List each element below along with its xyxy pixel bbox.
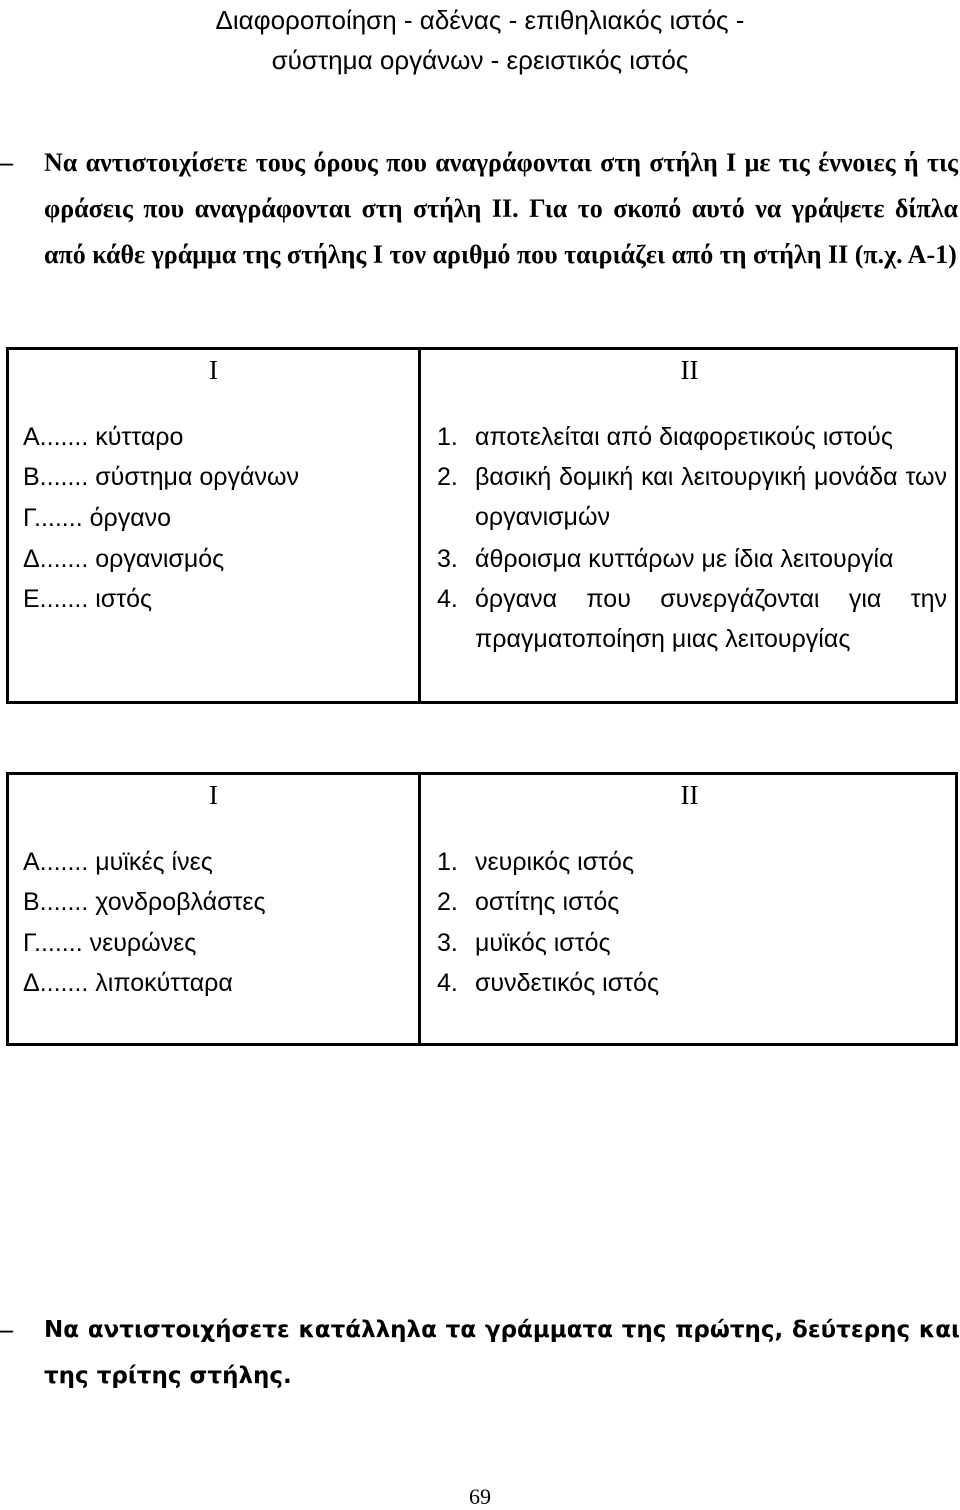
page-number: 69 [469, 1484, 491, 1509]
option-number: 4. [437, 585, 458, 613]
table-1-column-2-heading: II [680, 355, 699, 385]
item-letter: Β. [23, 463, 47, 491]
item-text: ...... λιποκύτταρα [46, 969, 233, 997]
option-number: 3. [437, 929, 458, 957]
item-letter: Α. [23, 423, 47, 451]
table-1-item-b [23, 457, 299, 497]
option-number: 1. [437, 848, 458, 876]
option-number: 1. [437, 423, 458, 451]
item-letter: Β. [23, 888, 47, 916]
option-text: συνδετικός ιστός [475, 969, 659, 997]
option-text: βασική δομική και λειτουργική μονάδα των οργανισμών [475, 463, 947, 531]
instruction-2 [0, 1307, 960, 1407]
item-text: ...... μυϊκές ίνες [46, 848, 213, 876]
table-1-item-c [23, 498, 171, 538]
item-letter: Α. [23, 848, 47, 876]
item-letter: Γ. [23, 504, 41, 532]
item-letter: Δ. [23, 969, 47, 997]
item-letter: Γ. [23, 929, 41, 957]
table-2-option-2 [437, 882, 619, 922]
instruction-1 [0, 140, 960, 330]
option-number: 4. [437, 969, 458, 997]
table-2-item-b [23, 882, 266, 922]
item-text: ...... ιστός [46, 585, 153, 613]
table-2-option-1 [437, 842, 634, 882]
item-text: ...... χονδροβλάστες [46, 888, 266, 916]
table-2-divider [418, 775, 421, 1043]
item-text: ...... κύτταρο [46, 423, 184, 451]
item-text: ...... όργανο [40, 504, 172, 532]
item-text: ...... οργανισμός [46, 545, 225, 573]
instruction-2-text: Να αντιστοιχήσετε κατάλληλα τα γράμματα της πρώτης, δεύτερης και της τρίτης στήλης. [44, 1317, 960, 1389]
matching-table-2 [6, 772, 958, 1046]
table-1-item-d [23, 539, 224, 579]
option-text: οστίτης ιστός [475, 888, 620, 916]
option-number: 3. [437, 545, 458, 573]
table-1-column-1-heading: I [209, 355, 218, 385]
page-header [0, 0, 960, 80]
table-2-item-d [23, 963, 233, 1003]
option-number: 2. [437, 463, 458, 491]
option-number: 2. [437, 888, 458, 916]
item-letter: Ε. [23, 585, 47, 613]
instruction-1-dash: – [0, 148, 13, 177]
table-2-option-4 [437, 963, 659, 1003]
item-letter: Δ. [23, 545, 47, 573]
table-2-item-a [23, 842, 213, 882]
table-1-item-a [23, 417, 183, 457]
table-2-column-1-heading: I [209, 780, 218, 810]
table-1-item-e [23, 579, 152, 619]
option-text: μυϊκός ιστός [475, 929, 611, 957]
table-2-item-c [23, 923, 196, 963]
instruction-2-dash: – [0, 1315, 13, 1344]
header-line-1: Διαφοροποίηση - αδένας - επιθηλιακός ιστός - [215, 5, 745, 35]
table-1-option-3 [437, 539, 893, 579]
item-text: ...... σύστημα οργάνων [46, 463, 299, 491]
table-2-column-2-heading: II [680, 780, 699, 810]
instruction-1-text: Να αντιστοιχίσετε τους όρους που αναγράφονται στη στήλη Ι με τις έννοιες ή τις φράσεις που αναγράφονται στη στήλη ΙΙ. Για το σκοπό αυτό να γράψετε δίπλα από κάθε γράμμα της στήλης Ι τον αριθμό που ταιριάζει από τη στήλη ΙΙ (π.χ. Α-1) [44, 148, 958, 269]
table-2-option-3 [437, 923, 611, 963]
matching-table-1 [6, 347, 958, 704]
option-text: άθροισμα κυττάρων με ίδια λειτουργία [475, 545, 894, 573]
option-text: όργανα που συνεργάζονται για την πραγματοποίηση μιας λειτουργίας [475, 585, 947, 653]
table-1-option-1 [437, 417, 893, 457]
header-line-2: σύστημα οργάνων - ερειστικός ιστός [271, 45, 689, 75]
table-1-divider [418, 350, 421, 701]
item-text: ...... νευρώνες [40, 929, 197, 957]
option-text: αποτελείται από διαφορετικούς ιστούς [475, 423, 893, 451]
option-text: νευρικός ιστός [475, 848, 634, 876]
